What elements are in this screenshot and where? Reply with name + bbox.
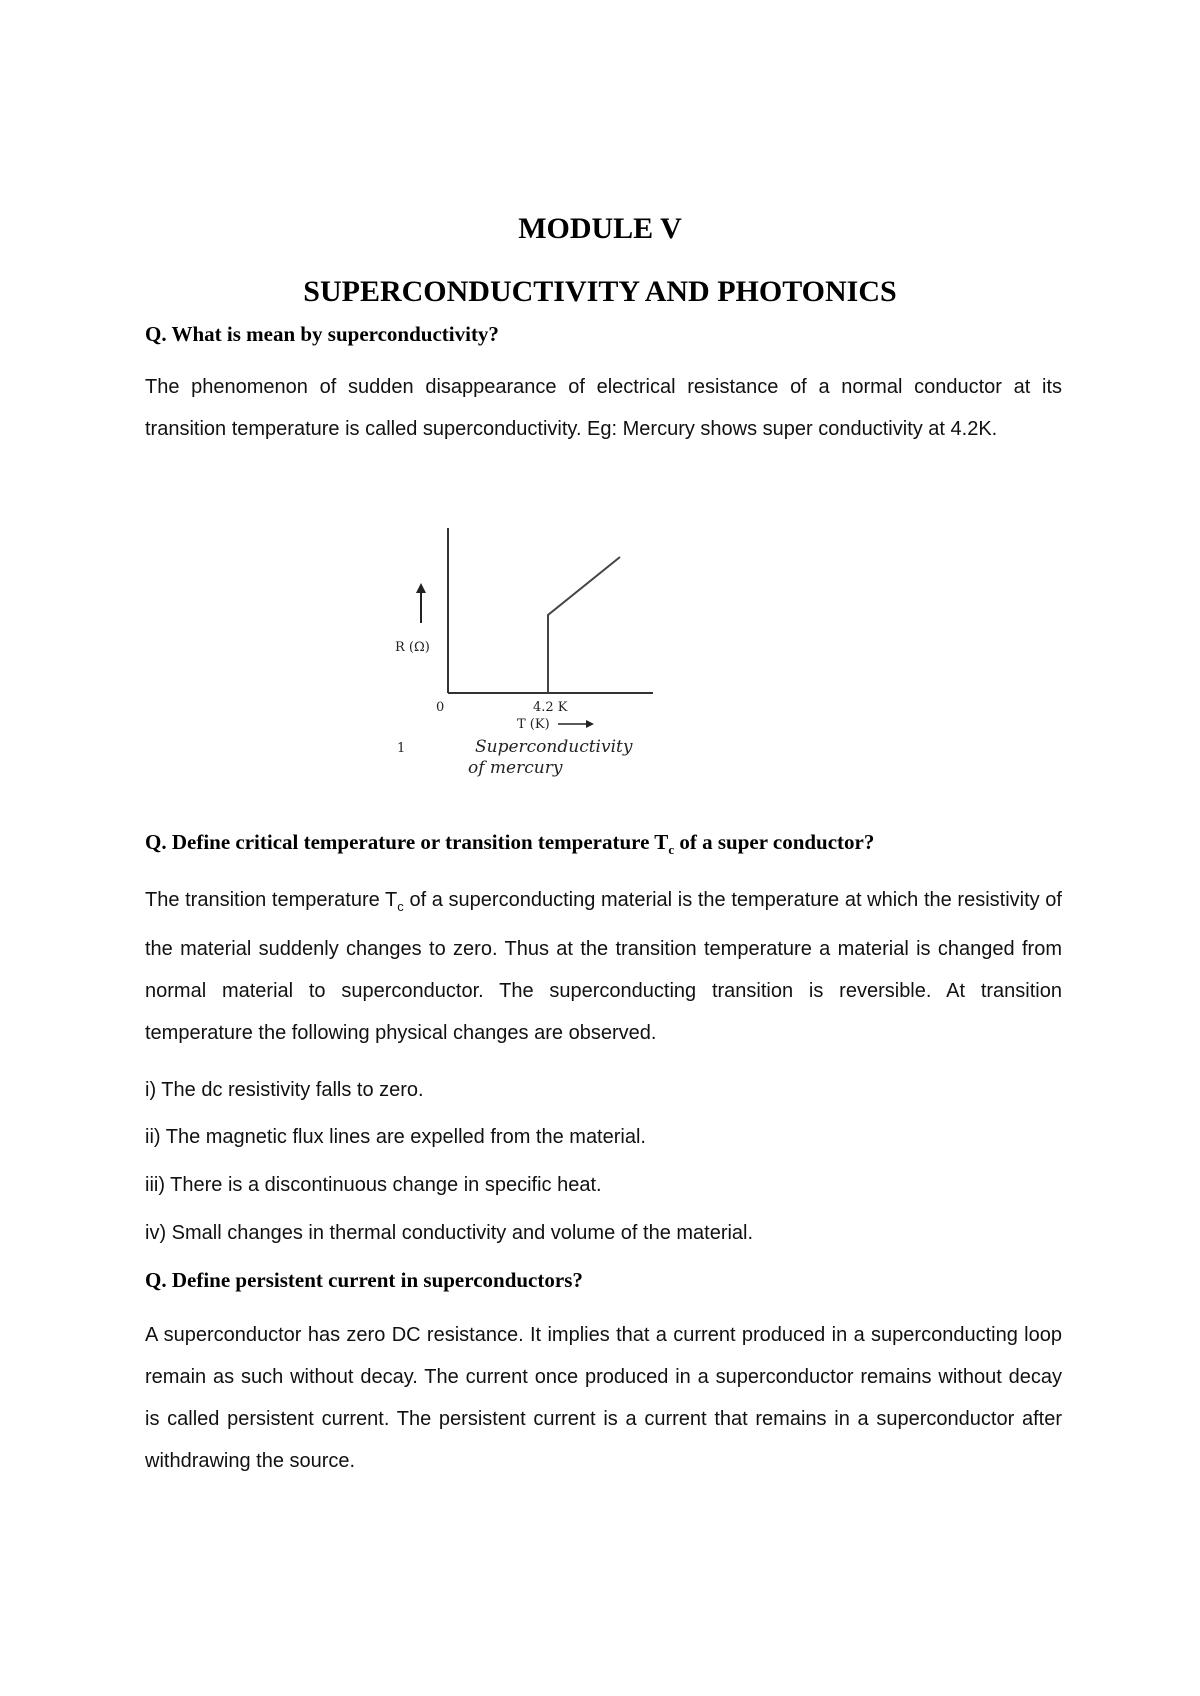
resistance-curve: [548, 557, 620, 693]
up-arrow-head-icon: [416, 583, 426, 593]
list-item: i) The dc resistivity falls to zero.: [145, 1079, 424, 1101]
y-axis-label: R (Ω): [395, 640, 430, 655]
side-mark: 1: [397, 741, 406, 756]
transition-tick-label: 4.2 K: [533, 700, 568, 715]
resistance-temperature-graph: [380, 515, 710, 785]
figure-caption-line1: Superconductivity: [475, 737, 633, 757]
superconductivity-figure: [380, 515, 710, 785]
answer-superconductivity: The phenomenon of sudden disappearance of electrical resistance of a normal conductor at its transition temperature is called superconductivity. Eg: Mercury shows super conductivity at 4.2K.: [145, 376, 1062, 440]
figure-caption-line2: of mercury: [468, 758, 563, 778]
module-subtitle: SUPERCONDUCTIVITY AND PHOTONICS: [303, 275, 897, 308]
x-axis-label: T (K): [517, 717, 550, 732]
origin-label: 0: [436, 700, 445, 715]
module-title: MODULE V: [518, 212, 682, 245]
question-superconductivity: Q. What is mean by superconductivity?: [145, 322, 499, 346]
list-item: iii) There is a discontinuous change in specific heat.: [145, 1174, 602, 1196]
list-item: iv) Small changes in thermal conductivity and volume of the material.: [145, 1222, 754, 1244]
question-critical-temperature: Q. Define critical temperature or transition temperature $T_c$ of a super conductor?: [145, 830, 875, 858]
question-persistent-current: Q. Define persistent current in superconductors?: [145, 1268, 583, 1292]
answer-persistent-current: A superconductor has zero DC resistance. It implies that a current produced in a superconducting loop remain as such without decay. The current once produced in a superconductor remains without decay is called persistent current. The persistent current is a current that remains in a superconductor after withdrawing the source.: [145, 1324, 1062, 1472]
answer-critical-temperature: The transition temperature $T_c$ of a superconducting material is the temperature at which the resistivity of the material suddenly changes to zero. Thus at the transition temperature a material is changed from normal material to superconductor. The superconducting transition is reversible. At transition temperature the following physical changes are observed.: [145, 889, 1062, 1044]
list-item: ii) The magnetic flux lines are expelled from the material.: [145, 1126, 646, 1148]
right-arrow-head-icon: [586, 720, 594, 728]
